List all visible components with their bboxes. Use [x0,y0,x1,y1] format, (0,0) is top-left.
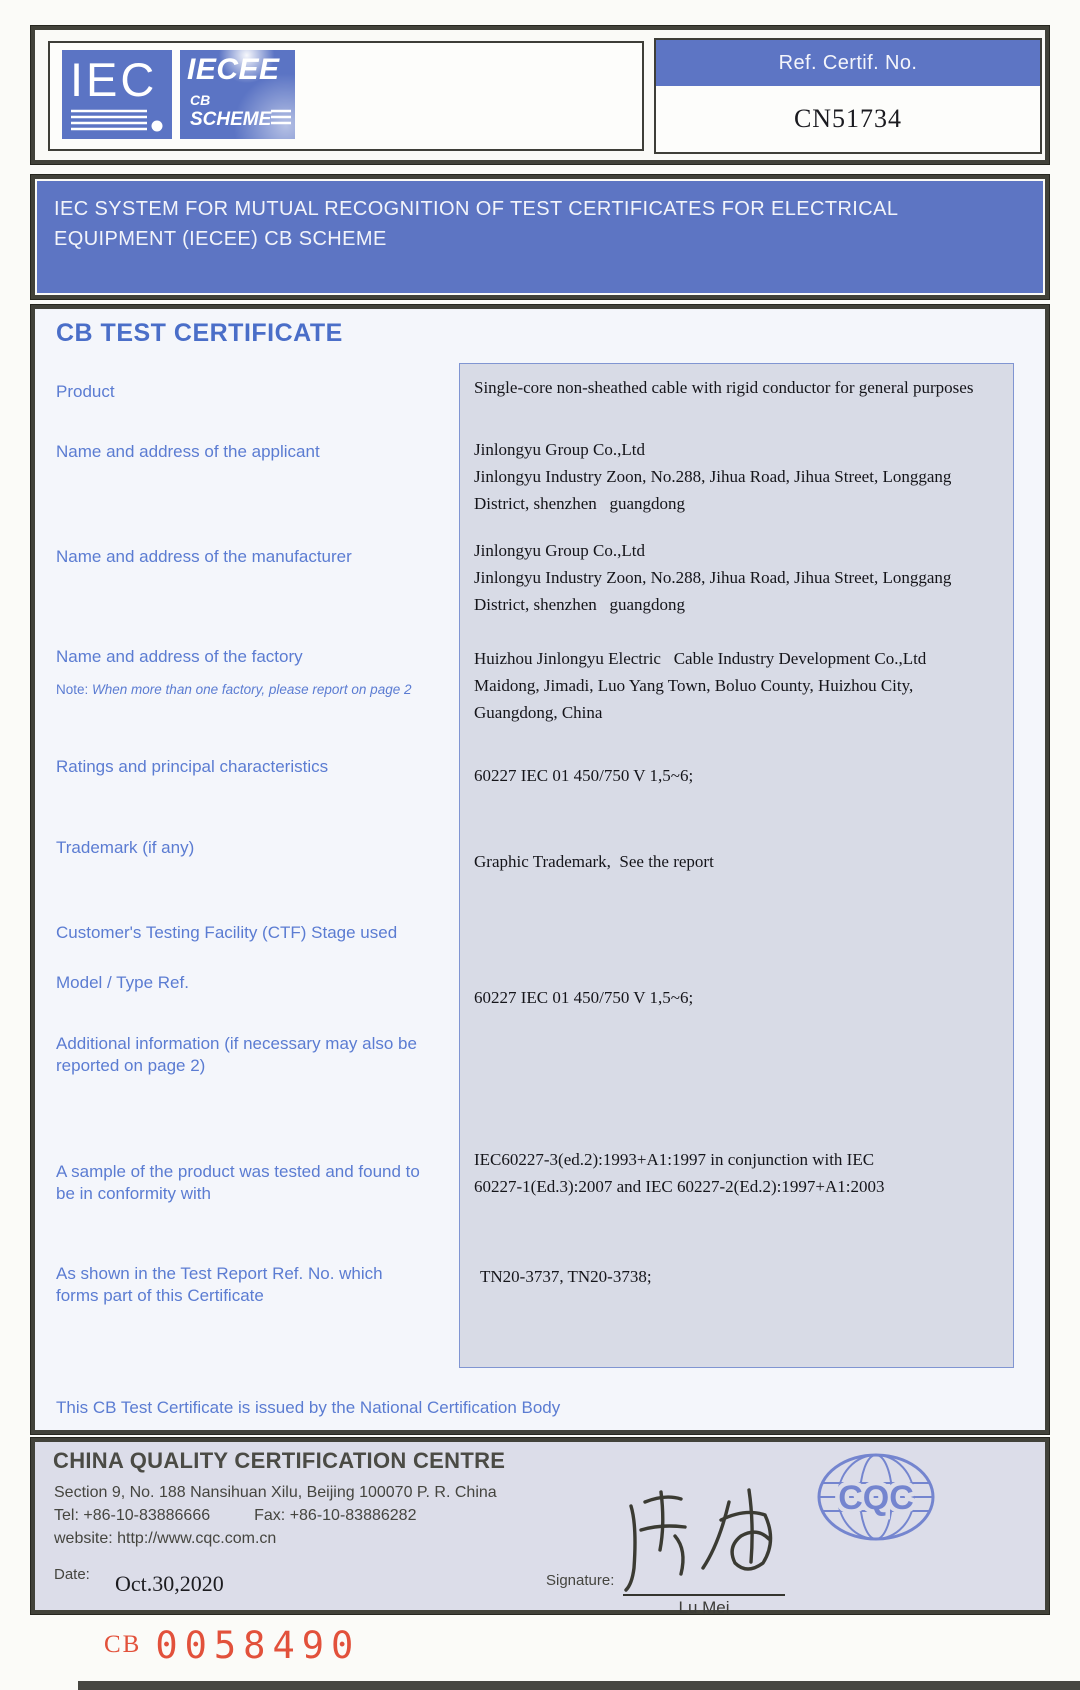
factory-note-prefix: Note: [56,682,93,697]
applicant-address-2: District, shenzhen guangdong [474,494,686,513]
cqc-logo-text: CQC [838,1479,914,1517]
date-label: Date: [54,1566,90,1583]
value-ratings: 60227 IEC 01 450/750 V 1,5~6; [474,766,694,785]
iec-logo-lines-icon [69,108,165,132]
iecee-logo-scheme: SCHEME [190,109,272,130]
manufacturer-address-2: District, shenzhen guangdong [474,595,686,614]
cb-stamp-number: 0058490 [155,1624,361,1667]
certificate-title: CB TEST CERTIFICATE [56,319,343,347]
iec-logo [62,50,172,139]
value-factory [474,645,999,726]
value-model: 60227 IEC 01 450/750 V 1,5~6; [474,988,694,1007]
header-frame [30,25,1050,165]
value-conformity [474,1146,999,1200]
value-box [459,363,1014,1368]
issuer-footer-frame [30,1437,1050,1615]
issuer-address: Section 9, No. 188 Nansihuan Xilu, Beijing 100070 P. R. China [54,1484,497,1501]
signature-label: Signature: [546,1572,615,1589]
conformity-line-1: IEC60227-3(ed.2):1993+A1:1997 in conjunction with IEC [474,1150,875,1169]
ref-certif-box [654,38,1042,154]
scheme-banner [37,181,1043,293]
iecee-logo [180,50,295,139]
ref-certif-label: Ref. Certif. No. [656,40,1040,86]
factory-note-text: When more than one factory, please report on page 2 [92,682,412,697]
value-product: Single-core non-sheathed cable with rigid conductor for general purposes [474,378,974,397]
label-applicant: Name and address of the applicant [56,442,320,461]
manufacturer-address-1: Jinlongyu Industry Zoon, No.288, Jihua Road, Jihua Street, Longgang [474,568,952,587]
issuer-tel: Tel: +86-10-83886666 [54,1507,211,1524]
label-trademark: Trademark (if any) [56,838,195,857]
scheme-banner-frame [30,174,1050,300]
factory-note [56,682,476,697]
factory-address-1: Maidong, Jimadi, Luo Yang Town, Boluo County, Huizhou City, [474,676,914,695]
cb-stamp-prefix: CB [104,1631,142,1658]
iecee-logo-title: IECEE [187,53,280,86]
signer-name: Lu Mei [678,1598,730,1617]
cb-stamp [104,1624,360,1667]
label-ratings: Ratings and principal characteristics [56,757,329,776]
issued-by-note: This CB Test Certificate is issued by the National Certification Body [56,1398,561,1417]
iec-logo-text: IEC [70,53,158,106]
signature-handwriting [609,1472,799,1598]
scheme-banner-text: IEC SYSTEM FOR MUTUAL RECOGNITION OF TEST CERTIFICATES FOR ELECTRICAL EQUIPMENT (IECEE) CB SCHEME [54,198,898,250]
label-manufacturer: Name and address of the manufacturer [56,547,352,566]
issuer-footer [37,1444,1043,1617]
date-value: Oct.30,2020 [115,1571,224,1596]
label-additional-info: Additional information (if necessary may also be reported on page 2) [56,1034,417,1075]
factory-name: Huizhou Jinlongyu Electric Cable Industry Development Co.,Ltd [474,649,927,668]
label-model: Model / Type Ref. [56,973,189,992]
issuer-tel-fax [54,1507,416,1525]
issuer-fax: Fax: +86-10-83886282 [254,1507,417,1524]
factory-address-2: Guangdong, China [474,703,603,722]
issuer-name: CHINA QUALITY CERTIFICATION CENTRE [53,1448,506,1473]
label-test-report: As shown in the Test Report Ref. No. which forms part of this Certificate [56,1264,383,1305]
ref-certif-number: CN51734 [793,104,903,133]
conformity-line-2: 60227-1(Ed.3):2007 and IEC 60227-2(Ed.2):1997+A1:2003 [474,1177,885,1196]
label-conformity: A sample of the product was tested and found to be in conformity with [56,1162,420,1203]
manufacturer-name: Jinlongyu Group Co.,Ltd [474,541,645,560]
applicant-address-1: Jinlongyu Industry Zoon, No.288, Jihua Road, Jihua Street, Longgang [474,467,952,486]
certificate-body [30,304,1050,1435]
iecee-scheme-lines-icon [271,109,291,125]
cqc-globe-icon [815,1452,937,1542]
scan-edge-bar [78,1681,1080,1690]
value-manufacturer [474,537,999,618]
logo-box [48,41,644,151]
label-factory: Name and address of the factory [56,647,303,666]
applicant-name: Jinlongyu Group Co.,Ltd [474,440,645,459]
value-applicant [474,436,999,517]
iecee-logo-cb: CB [190,92,211,108]
label-ctf: Customer's Testing Facility (CTF) Stage used [56,923,398,942]
label-product: Product [56,382,115,401]
value-test-report: TN20-3737, TN20-3738; [480,1267,652,1286]
signature-line [623,1594,785,1596]
issuer-website: website: http://www.cqc.com.cn [54,1530,277,1547]
value-trademark: Graphic Trademark, See the report [474,852,714,871]
